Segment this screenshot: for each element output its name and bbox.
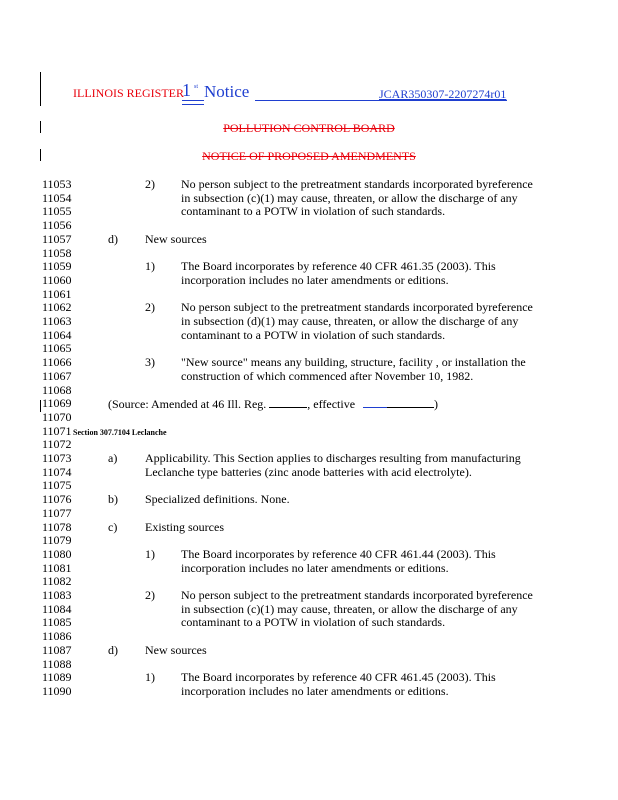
line-number: 11061 — [42, 286, 72, 301]
notice-label: Notice — [204, 82, 250, 101]
register-page-blank — [269, 397, 307, 408]
notice-title: NOTICE OF PROPOSED AMENDMENTS — [202, 149, 416, 163]
page-number: 1 — [182, 80, 191, 100]
line-text: Applicability. This Section applies to discharges resulting from manufacturing — [145, 451, 521, 465]
list-marker: 2) — [145, 588, 155, 602]
line-number: 11082 — [42, 574, 72, 589]
line-number: 11065 — [42, 341, 72, 356]
line-text: incorporation includes no later amendments or editions. — [181, 272, 449, 287]
line-number: 11079 — [42, 533, 72, 548]
line-number: 11081 — [42, 560, 72, 575]
line-text: contaminant to a POTW in violation of such standards. — [181, 615, 446, 630]
list-marker: 3) — [145, 355, 155, 370]
source-note — [108, 397, 438, 412]
line-text: Leclanche type batteries (zinc anode batteries with acid electrolyte). — [145, 464, 472, 479]
line-number: 11054 — [42, 190, 72, 205]
list-marker: 2) — [145, 177, 155, 191]
line-number: 11074 — [42, 464, 72, 479]
jcar-id: JCAR350307-2207274r01 — [379, 87, 507, 101]
line-number: 11083 — [42, 588, 72, 602]
list-marker: 2) — [145, 300, 155, 315]
line-text: in subsection (d)(1) may cause, threaten, or allow the discharge of any — [181, 314, 519, 328]
agency-title: POLLUTION CONTROL BOARD — [223, 121, 395, 135]
line-text: contaminant to a POTW in violation of such standards. — [181, 327, 446, 342]
line-number: 11086 — [42, 629, 72, 644]
section-heading: Section 307.7104 Leclanche — [73, 427, 167, 437]
line-number: 11072 — [42, 437, 72, 452]
line-number: 11053 — [42, 177, 72, 191]
list-marker: b) — [108, 492, 118, 507]
line-number: 11089 — [42, 670, 72, 685]
register-title: ILLINOIS REGISTER — [73, 86, 184, 100]
list-marker: a) — [108, 451, 118, 465]
line-number: 11058 — [42, 245, 72, 260]
line-number: 11090 — [42, 683, 72, 698]
line-number: 11059 — [42, 259, 72, 274]
line-text: The Board incorporates by reference 40 CFR 461.35 (2003). This — [181, 259, 496, 274]
line-number: 11064 — [42, 327, 72, 342]
change-bar-top — [40, 72, 41, 106]
line-number: 11067 — [42, 368, 72, 383]
page-number-superscript: st — [194, 84, 199, 90]
list-marker: d) — [108, 642, 118, 657]
line-text: contaminant to a POTW in violation of such standards. — [181, 204, 446, 219]
line-number: 11078 — [42, 519, 72, 534]
line-number: 11075 — [42, 478, 72, 493]
line-number: 11070 — [42, 409, 72, 424]
effective-date-blank — [387, 397, 434, 408]
line-number: 11080 — [42, 546, 72, 561]
line-number: 11055 — [42, 204, 72, 219]
source-note-suffix: ) — [434, 397, 439, 412]
line-text: No person subject to the pretreatment standards incorporated byreference — [181, 177, 533, 191]
line-text: "New source" means any building, structure, facility , or installation the — [181, 355, 526, 370]
line-text: Specialized definitions. None. — [145, 492, 290, 507]
line-text: No person subject to the pretreatment standards incorporated byreference — [181, 300, 533, 315]
line-number: 11084 — [42, 601, 72, 616]
effective-date-blank-inserted — [363, 397, 387, 408]
line-text: The Board incorporates by reference 40 CFR 461.44 (2003). This — [181, 546, 496, 561]
line-number: 11069 — [42, 396, 72, 411]
line-text: incorporation includes no later amendments or editions. — [181, 683, 449, 698]
line-text: No person subject to the pretreatment standards incorporated byreference — [181, 588, 533, 602]
line-number: 11088 — [42, 656, 72, 671]
line-text: New sources — [145, 231, 207, 246]
list-marker: 1) — [145, 546, 155, 561]
line-number: 11087 — [42, 642, 72, 657]
line-text: The Board incorporates by reference 40 CFR 461.45 (2003). This — [181, 670, 496, 685]
notice-underline-2 — [182, 104, 204, 105]
line-number: 11057 — [42, 231, 72, 246]
line-number: 11062 — [42, 300, 72, 315]
line-number: 11077 — [42, 505, 72, 520]
list-marker: 1) — [145, 670, 155, 685]
line-text: in subsection (c)(1) may cause, threaten, or allow the discharge of any — [181, 601, 518, 616]
line-text: in subsection (c)(1) may cause, threaten, or allow the discharge of any — [181, 190, 518, 205]
line-number: 11076 — [42, 492, 72, 507]
line-number: 11068 — [42, 382, 72, 397]
source-note-middle: , effective — [307, 397, 359, 412]
line-number: 11056 — [42, 218, 72, 233]
line-number: 11085 — [42, 615, 72, 630]
notice-underline-1 — [182, 100, 204, 101]
line-number: 11073 — [42, 451, 72, 465]
line-number: 11063 — [42, 314, 72, 328]
source-note-prefix: (Source: Amended at 46 Ill. Reg. — [108, 397, 270, 412]
line-number: 11060 — [42, 272, 72, 287]
line-text: incorporation includes no later amendments or editions. — [181, 560, 449, 575]
line-text: New sources — [145, 642, 207, 657]
line-number: 11066 — [42, 355, 72, 370]
list-marker: 1) — [145, 259, 155, 274]
list-marker: c) — [108, 519, 118, 534]
line-text: construction of which commenced after November 10, 1982. — [181, 368, 474, 383]
line-number: 11071 — [42, 423, 72, 438]
list-marker: d) — [108, 231, 118, 246]
line-text: Existing sources — [145, 519, 224, 534]
change-bar-source — [40, 400, 41, 412]
